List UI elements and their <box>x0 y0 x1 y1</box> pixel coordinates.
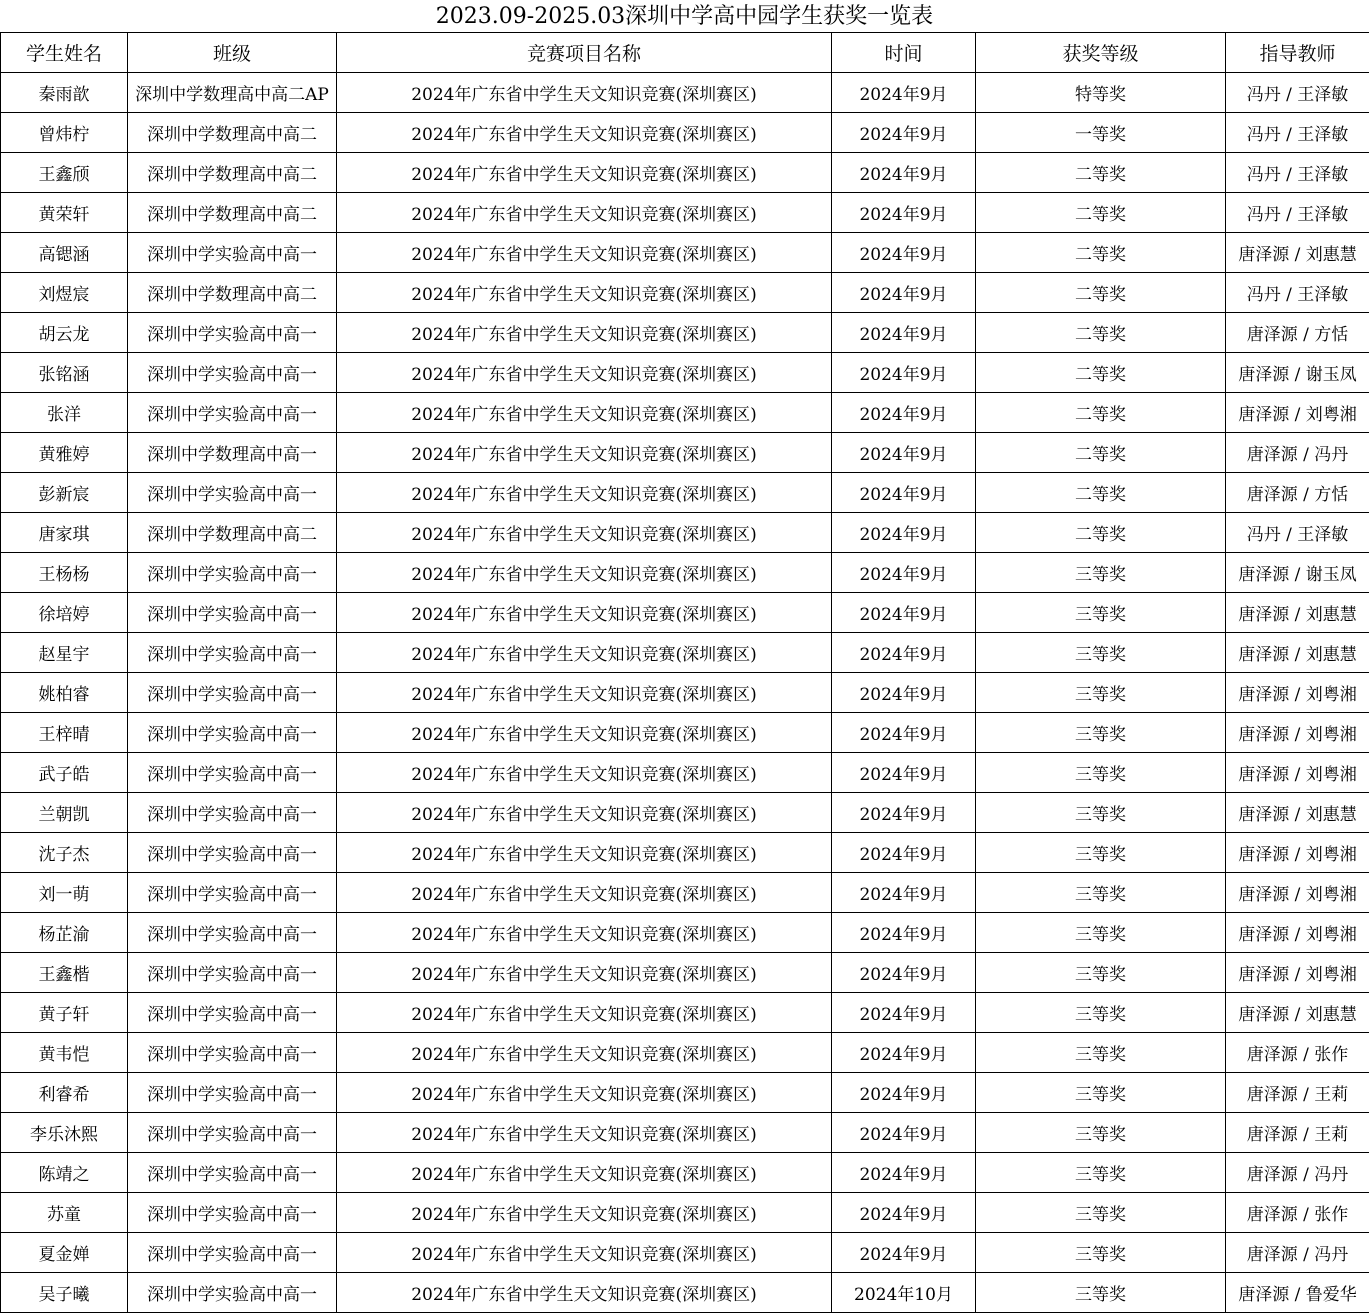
cell-class: 深圳中学数理高中高二 <box>128 513 337 553</box>
cell-advisor: 唐泽源 / 刘惠慧 <box>1226 633 1369 673</box>
cell-competition: 2024年广东省中学生天文知识竞赛(深圳赛区) <box>337 113 832 153</box>
cell-award-level: 三等奖 <box>976 593 1226 633</box>
cell-time: 2024年9月 <box>832 913 976 953</box>
cell-time: 2024年9月 <box>832 753 976 793</box>
cell-time: 2024年9月 <box>832 1193 976 1233</box>
cell-competition: 2024年广东省中学生天文知识竞赛(深圳赛区) <box>337 313 832 353</box>
table-row <box>1 393 1369 433</box>
table-row <box>1 1073 1369 1113</box>
cell-class: 深圳中学实验高中高一 <box>128 913 337 953</box>
cell-competition: 2024年广东省中学生天文知识竞赛(深圳赛区) <box>337 793 832 833</box>
table-row <box>1 233 1369 273</box>
cell-time: 2024年9月 <box>832 1233 976 1273</box>
cell-student-name: 王梓晴 <box>1 713 128 753</box>
cell-student-name: 姚柏睿 <box>1 673 128 713</box>
header-advisor: 指导教师 <box>1226 33 1369 73</box>
cell-student-name: 徐培婷 <box>1 593 128 633</box>
cell-time: 2024年9月 <box>832 953 976 993</box>
cell-student-name: 苏童 <box>1 1193 128 1233</box>
cell-class: 深圳中学实验高中高一 <box>128 1153 337 1193</box>
table-row <box>1 633 1369 673</box>
cell-award-level: 三等奖 <box>976 553 1226 593</box>
cell-class: 深圳中学实验高中高一 <box>128 1073 337 1113</box>
cell-competition: 2024年广东省中学生天文知识竞赛(深圳赛区) <box>337 1033 832 1073</box>
cell-award-level: 二等奖 <box>976 353 1226 393</box>
cell-student-name: 刘煜宸 <box>1 273 128 313</box>
cell-time: 2024年9月 <box>832 1073 976 1113</box>
cell-competition: 2024年广东省中学生天文知识竞赛(深圳赛区) <box>337 1153 832 1193</box>
table-body <box>1 73 1369 1313</box>
cell-advisor: 冯丹 / 王泽敏 <box>1226 73 1369 113</box>
table-row <box>1 353 1369 393</box>
cell-class: 深圳中学实验高中高一 <box>128 313 337 353</box>
table-row <box>1 1033 1369 1073</box>
table-row <box>1 913 1369 953</box>
cell-advisor: 唐泽源 / 冯丹 <box>1226 1233 1369 1273</box>
cell-competition: 2024年广东省中学生天文知识竞赛(深圳赛区) <box>337 353 832 393</box>
cell-time: 2024年9月 <box>832 553 976 593</box>
table-row <box>1 193 1369 233</box>
cell-student-name: 吴子曦 <box>1 1273 128 1313</box>
table-row <box>1 513 1369 553</box>
table-row <box>1 273 1369 313</box>
header-row <box>1 33 1369 73</box>
cell-advisor: 唐泽源 / 刘惠慧 <box>1226 233 1369 273</box>
cell-competition: 2024年广东省中学生天文知识竞赛(深圳赛区) <box>337 953 832 993</box>
cell-advisor: 唐泽源 / 王莉 <box>1226 1113 1369 1153</box>
cell-competition: 2024年广东省中学生天文知识竞赛(深圳赛区) <box>337 473 832 513</box>
cell-award-level: 三等奖 <box>976 1073 1226 1113</box>
cell-time: 2024年9月 <box>832 353 976 393</box>
cell-competition: 2024年广东省中学生天文知识竞赛(深圳赛区) <box>337 193 832 233</box>
cell-student-name: 张铭涵 <box>1 353 128 393</box>
cell-advisor: 冯丹 / 王泽敏 <box>1226 273 1369 313</box>
cell-award-level: 三等奖 <box>976 1153 1226 1193</box>
cell-award-level: 二等奖 <box>976 393 1226 433</box>
cell-award-level: 二等奖 <box>976 233 1226 273</box>
cell-advisor: 唐泽源 / 方恬 <box>1226 313 1369 353</box>
cell-class: 深圳中学实验高中高一 <box>128 393 337 433</box>
cell-award-level: 三等奖 <box>976 1273 1226 1313</box>
table-row <box>1 153 1369 193</box>
cell-class: 深圳中学实验高中高一 <box>128 993 337 1033</box>
cell-class: 深圳中学实验高中高一 <box>128 553 337 593</box>
cell-class: 深圳中学实验高中高一 <box>128 1033 337 1073</box>
cell-class: 深圳中学实验高中高一 <box>128 473 337 513</box>
cell-student-name: 胡云龙 <box>1 313 128 353</box>
cell-advisor: 唐泽源 / 谢玉凤 <box>1226 553 1369 593</box>
cell-student-name: 杨芷渝 <box>1 913 128 953</box>
cell-time: 2024年9月 <box>832 713 976 753</box>
cell-student-name: 夏金婵 <box>1 1233 128 1273</box>
cell-competition: 2024年广东省中学生天文知识竞赛(深圳赛区) <box>337 233 832 273</box>
cell-class: 深圳中学数理高中高二 <box>128 273 337 313</box>
page-title: 2023.09-2025.03深圳中学高中园学生获奖一览表 <box>0 0 1369 32</box>
cell-class: 深圳中学数理高中高二AP <box>128 73 337 113</box>
cell-class: 深圳中学实验高中高一 <box>128 793 337 833</box>
cell-student-name: 黄荣轩 <box>1 193 128 233</box>
table-row <box>1 433 1369 473</box>
cell-advisor: 唐泽源 / 方恬 <box>1226 473 1369 513</box>
cell-class: 深圳中学数理高中高二 <box>128 113 337 153</box>
cell-award-level: 二等奖 <box>976 313 1226 353</box>
cell-competition: 2024年广东省中学生天文知识竞赛(深圳赛区) <box>337 913 832 953</box>
cell-competition: 2024年广东省中学生天文知识竞赛(深圳赛区) <box>337 1273 832 1313</box>
cell-competition: 2024年广东省中学生天文知识竞赛(深圳赛区) <box>337 833 832 873</box>
cell-time: 2024年9月 <box>832 313 976 353</box>
cell-advisor: 唐泽源 / 刘粤湘 <box>1226 873 1369 913</box>
cell-advisor: 唐泽源 / 刘惠慧 <box>1226 793 1369 833</box>
cell-class: 深圳中学实验高中高一 <box>128 1113 337 1153</box>
cell-class: 深圳中学实验高中高一 <box>128 833 337 873</box>
cell-advisor: 唐泽源 / 刘粤湘 <box>1226 833 1369 873</box>
cell-award-level: 三等奖 <box>976 953 1226 993</box>
cell-student-name: 张洋 <box>1 393 128 433</box>
table-row <box>1 1233 1369 1273</box>
cell-advisor: 唐泽源 / 冯丹 <box>1226 433 1369 473</box>
table-row <box>1 1193 1369 1233</box>
cell-student-name: 曾炜柠 <box>1 113 128 153</box>
cell-advisor: 唐泽源 / 王莉 <box>1226 1073 1369 1113</box>
cell-competition: 2024年广东省中学生天文知识竞赛(深圳赛区) <box>337 553 832 593</box>
table-row <box>1 993 1369 1033</box>
cell-advisor: 唐泽源 / 刘惠慧 <box>1226 993 1369 1033</box>
cell-time: 2024年9月 <box>832 153 976 193</box>
cell-time: 2024年9月 <box>832 873 976 913</box>
cell-student-name: 高锶涵 <box>1 233 128 273</box>
cell-student-name: 王鑫楷 <box>1 953 128 993</box>
cell-competition: 2024年广东省中学生天文知识竞赛(深圳赛区) <box>337 1193 832 1233</box>
cell-advisor: 唐泽源 / 刘粤湘 <box>1226 393 1369 433</box>
cell-competition: 2024年广东省中学生天文知识竞赛(深圳赛区) <box>337 1113 832 1153</box>
cell-student-name: 王鑫颀 <box>1 153 128 193</box>
cell-competition: 2024年广东省中学生天文知识竞赛(深圳赛区) <box>337 873 832 913</box>
cell-award-level: 三等奖 <box>976 833 1226 873</box>
cell-award-level: 三等奖 <box>976 873 1226 913</box>
cell-time: 2024年10月 <box>832 1273 976 1313</box>
cell-student-name: 王杨杨 <box>1 553 128 593</box>
cell-time: 2024年9月 <box>832 433 976 473</box>
cell-competition: 2024年广东省中学生天文知识竞赛(深圳赛区) <box>337 1233 832 1273</box>
cell-advisor: 冯丹 / 王泽敏 <box>1226 513 1369 553</box>
table-row <box>1 713 1369 753</box>
cell-class: 深圳中学数理高中高二 <box>128 153 337 193</box>
cell-competition: 2024年广东省中学生天文知识竞赛(深圳赛区) <box>337 993 832 1033</box>
table-row <box>1 953 1369 993</box>
table-row <box>1 1153 1369 1193</box>
cell-advisor: 唐泽源 / 刘粤湘 <box>1226 753 1369 793</box>
cell-class: 深圳中学数理高中高一 <box>128 433 337 473</box>
cell-class: 深圳中学实验高中高一 <box>128 673 337 713</box>
cell-competition: 2024年广东省中学生天文知识竞赛(深圳赛区) <box>337 633 832 673</box>
cell-award-level: 三等奖 <box>976 1193 1226 1233</box>
cell-class: 深圳中学数理高中高二 <box>128 193 337 233</box>
cell-competition: 2024年广东省中学生天文知识竞赛(深圳赛区) <box>337 593 832 633</box>
cell-award-level: 特等奖 <box>976 73 1226 113</box>
cell-student-name: 李乐沐熙 <box>1 1113 128 1153</box>
cell-time: 2024年9月 <box>832 673 976 713</box>
cell-advisor: 唐泽源 / 张作 <box>1226 1033 1369 1073</box>
cell-time: 2024年9月 <box>832 513 976 553</box>
table-row <box>1 553 1369 593</box>
cell-award-level: 一等奖 <box>976 113 1226 153</box>
cell-student-name: 秦雨歆 <box>1 73 128 113</box>
cell-student-name: 黄雅婷 <box>1 433 128 473</box>
cell-advisor: 冯丹 / 王泽敏 <box>1226 113 1369 153</box>
cell-advisor: 唐泽源 / 刘粤湘 <box>1226 953 1369 993</box>
cell-class: 深圳中学实验高中高一 <box>128 713 337 753</box>
cell-student-name: 赵星宇 <box>1 633 128 673</box>
cell-time: 2024年9月 <box>832 473 976 513</box>
header-time: 时间 <box>832 33 976 73</box>
cell-student-name: 兰朝凯 <box>1 793 128 833</box>
cell-award-level: 二等奖 <box>976 473 1226 513</box>
cell-student-name: 刘一萌 <box>1 873 128 913</box>
cell-advisor: 唐泽源 / 刘粤湘 <box>1226 673 1369 713</box>
cell-competition: 2024年广东省中学生天文知识竞赛(深圳赛区) <box>337 73 832 113</box>
cell-student-name: 武子皓 <box>1 753 128 793</box>
cell-student-name: 黄子轩 <box>1 993 128 1033</box>
table-row <box>1 753 1369 793</box>
cell-student-name: 彭新宸 <box>1 473 128 513</box>
cell-advisor: 冯丹 / 王泽敏 <box>1226 193 1369 233</box>
cell-competition: 2024年广东省中学生天文知识竞赛(深圳赛区) <box>337 713 832 753</box>
cell-class: 深圳中学实验高中高一 <box>128 633 337 673</box>
cell-time: 2024年9月 <box>832 793 976 833</box>
header-competition: 竞赛项目名称 <box>337 33 832 73</box>
table-row <box>1 833 1369 873</box>
table-row <box>1 473 1369 513</box>
cell-award-level: 二等奖 <box>976 433 1226 473</box>
cell-time: 2024年9月 <box>832 113 976 153</box>
cell-time: 2024年9月 <box>832 593 976 633</box>
cell-advisor: 唐泽源 / 刘惠慧 <box>1226 593 1369 633</box>
cell-class: 深圳中学实验高中高一 <box>128 353 337 393</box>
cell-class: 深圳中学实验高中高一 <box>128 1233 337 1273</box>
cell-time: 2024年9月 <box>832 633 976 673</box>
table-row <box>1 313 1369 353</box>
cell-award-level: 三等奖 <box>976 913 1226 953</box>
cell-time: 2024年9月 <box>832 1033 976 1073</box>
cell-advisor: 唐泽源 / 刘粤湘 <box>1226 913 1369 953</box>
header-student-name: 学生姓名 <box>1 33 128 73</box>
cell-class: 深圳中学实验高中高一 <box>128 1193 337 1233</box>
table-row <box>1 673 1369 713</box>
cell-award-level: 二等奖 <box>976 273 1226 313</box>
cell-award-level: 二等奖 <box>976 193 1226 233</box>
cell-class: 深圳中学实验高中高一 <box>128 953 337 993</box>
cell-award-level: 三等奖 <box>976 673 1226 713</box>
cell-award-level: 二等奖 <box>976 153 1226 193</box>
cell-award-level: 三等奖 <box>976 1033 1226 1073</box>
cell-time: 2024年9月 <box>832 233 976 273</box>
cell-student-name: 黄韦恺 <box>1 1033 128 1073</box>
cell-advisor: 唐泽源 / 刘粤湘 <box>1226 713 1369 753</box>
header-class: 班级 <box>128 33 337 73</box>
cell-award-level: 二等奖 <box>976 513 1226 553</box>
table-row <box>1 873 1369 913</box>
cell-time: 2024年9月 <box>832 73 976 113</box>
cell-competition: 2024年广东省中学生天文知识竞赛(深圳赛区) <box>337 753 832 793</box>
cell-award-level: 三等奖 <box>976 1233 1226 1273</box>
table-row <box>1 113 1369 153</box>
cell-student-name: 唐家琪 <box>1 513 128 553</box>
cell-competition: 2024年广东省中学生天文知识竞赛(深圳赛区) <box>337 153 832 193</box>
cell-advisor: 唐泽源 / 冯丹 <box>1226 1153 1369 1193</box>
cell-advisor: 唐泽源 / 鲁爱华 <box>1226 1273 1369 1313</box>
header-award-level: 获奖等级 <box>976 33 1226 73</box>
cell-award-level: 三等奖 <box>976 633 1226 673</box>
cell-time: 2024年9月 <box>832 273 976 313</box>
cell-advisor: 唐泽源 / 张作 <box>1226 1193 1369 1233</box>
cell-class: 深圳中学实验高中高一 <box>128 1273 337 1313</box>
cell-advisor: 冯丹 / 王泽敏 <box>1226 153 1369 193</box>
cell-student-name: 利睿希 <box>1 1073 128 1113</box>
cell-advisor: 唐泽源 / 谢玉凤 <box>1226 353 1369 393</box>
cell-competition: 2024年广东省中学生天文知识竞赛(深圳赛区) <box>337 433 832 473</box>
awards-table <box>0 32 1369 1313</box>
table-row <box>1 793 1369 833</box>
cell-time: 2024年9月 <box>832 393 976 433</box>
cell-student-name: 沈子杰 <box>1 833 128 873</box>
cell-award-level: 三等奖 <box>976 753 1226 793</box>
cell-class: 深圳中学实验高中高一 <box>128 753 337 793</box>
cell-competition: 2024年广东省中学生天文知识竞赛(深圳赛区) <box>337 273 832 313</box>
cell-time: 2024年9月 <box>832 1113 976 1153</box>
cell-competition: 2024年广东省中学生天文知识竞赛(深圳赛区) <box>337 393 832 433</box>
cell-time: 2024年9月 <box>832 993 976 1033</box>
table-row <box>1 1273 1369 1313</box>
table-row <box>1 1113 1369 1153</box>
cell-time: 2024年9月 <box>832 193 976 233</box>
table-row <box>1 73 1369 113</box>
cell-time: 2024年9月 <box>832 1153 976 1193</box>
cell-class: 深圳中学实验高中高一 <box>128 233 337 273</box>
cell-time: 2024年9月 <box>832 833 976 873</box>
cell-competition: 2024年广东省中学生天文知识竞赛(深圳赛区) <box>337 1073 832 1113</box>
cell-class: 深圳中学实验高中高一 <box>128 593 337 633</box>
table-row <box>1 593 1369 633</box>
cell-award-level: 三等奖 <box>976 993 1226 1033</box>
cell-award-level: 三等奖 <box>976 793 1226 833</box>
cell-student-name: 陈靖之 <box>1 1153 128 1193</box>
cell-competition: 2024年广东省中学生天文知识竞赛(深圳赛区) <box>337 673 832 713</box>
cell-competition: 2024年广东省中学生天文知识竞赛(深圳赛区) <box>337 513 832 553</box>
cell-award-level: 三等奖 <box>976 713 1226 753</box>
cell-class: 深圳中学实验高中高一 <box>128 873 337 913</box>
cell-award-level: 三等奖 <box>976 1113 1226 1153</box>
